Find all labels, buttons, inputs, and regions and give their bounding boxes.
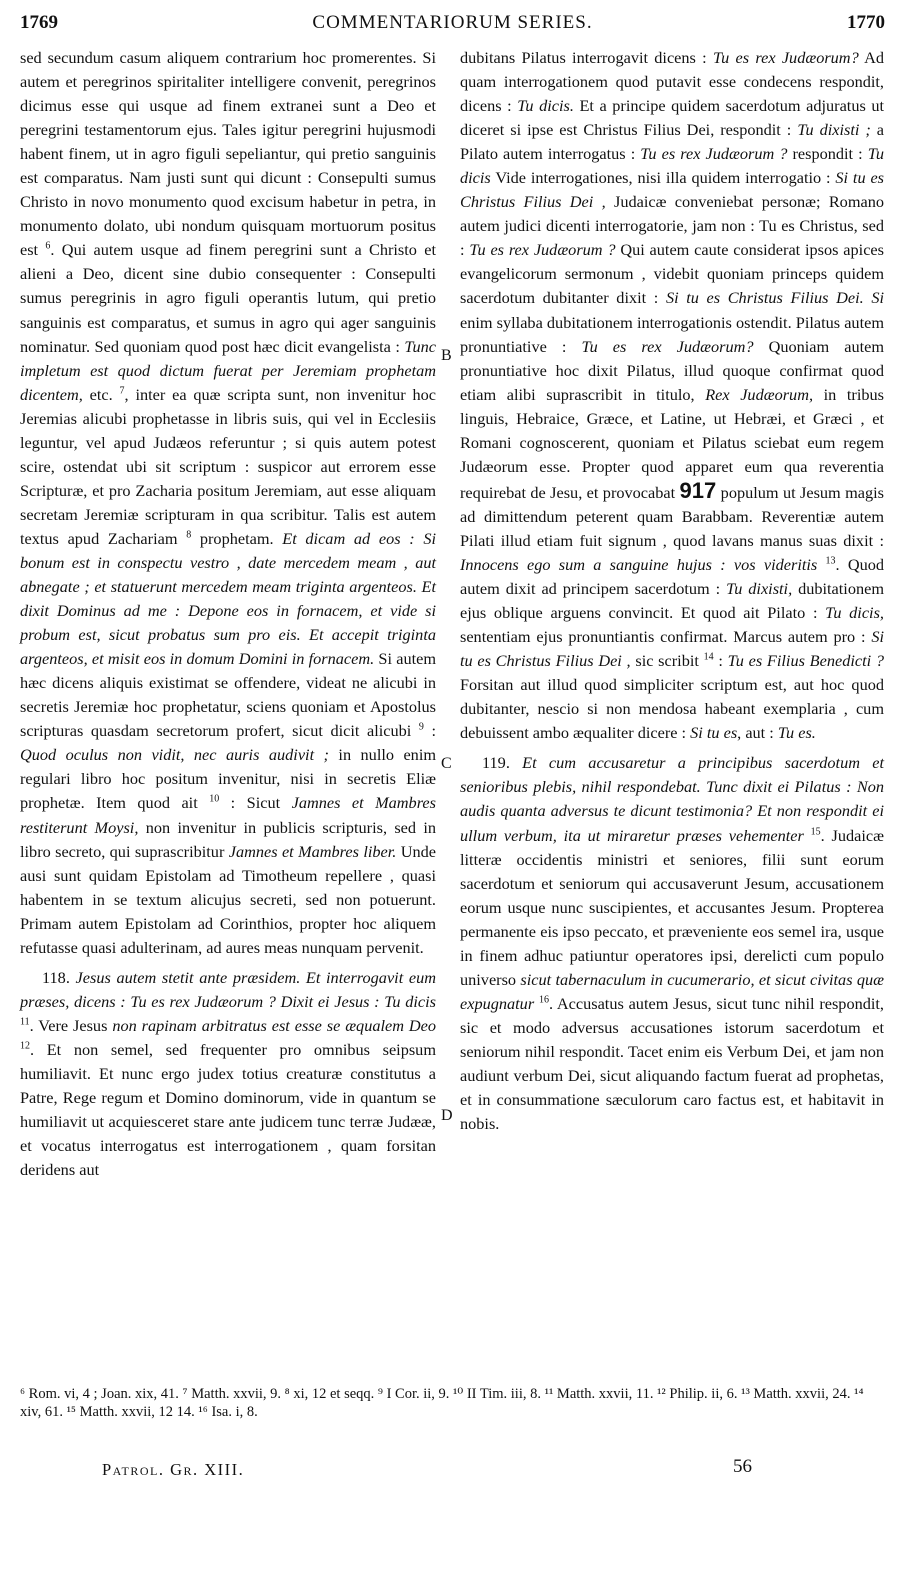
italic-quote: Tu es rex Judæorum? (712, 48, 859, 67)
right-paragraph-continued (460, 46, 884, 745)
italic-quote: Tu dixisti ; (797, 120, 871, 140)
text-run: Forsitan aut illud quod simpliciter scriptum est, aut hoc quod dubitanter, nescio si non mendosa habeant exemplaria , cum debuissent ambo æqualiter dicere : (460, 675, 884, 743)
footnote-list: ⁶ Rom. vi, 4 ; Joan. xix, 41. ⁷ Matth. xxvii, 9. ⁸ xi, 12 et seqq. ⁹ I Cor. ii, 9. ¹⁰ II Tim. iii, 8. ¹¹ Matth. xxvii, 11. ¹² Philip. ii, 6. ¹³ Matth. xxvii, 24. ¹⁴ xiv, 61. ¹⁵ Matth. xxvii, 12 14. ¹⁶ Isa. i, 8. (20, 1386, 864, 1420)
italic-quote: non rapinam arbitratus est esse se æqualem Deo (112, 1015, 436, 1035)
italic-quote: Tu es rex Judæorum? (581, 336, 754, 356)
italic-quote: Jamnes et Mambres liber. (228, 841, 397, 861)
footnote-ref: 7 (119, 385, 125, 397)
page-footer (20, 1456, 885, 1488)
text-run: sic scribit (635, 651, 699, 671)
footnote-ref: 14 (703, 651, 714, 663)
column-marker-917: 917 (679, 477, 717, 503)
text-run: : (431, 721, 436, 741)
italic-quote: Tu dixisti, (726, 579, 793, 599)
footnote-ref: 13 (825, 555, 836, 567)
footnote-ref: 12 (20, 1040, 30, 1052)
italic-quote: Quod oculus non vidit, nec auris audivit ; (20, 745, 329, 765)
text-run: non invenitur in publicis scripturis, sed in libro secreto, qui suprascribitur (20, 817, 436, 861)
text-run: , aut : (737, 723, 774, 743)
text-run: prophetam. (199, 528, 274, 548)
text-run: Judaicæ conveniebat personæ; Romano autem judici dicenti interrogatorie, jam non : Tu es Christus, sed : (460, 192, 884, 260)
text-run: : Sicut (230, 793, 281, 813)
italic-quote: sicut tabernaculum in cucumerario, et sicut civitas quæ expugnatur (460, 969, 885, 1013)
footnote-ref: 9 (418, 721, 424, 733)
text-run: enim syllaba dubitationem interrogationis ostendit. Pilatus autem pronuntiative : (460, 312, 884, 356)
italic-quote: Innocens ego sum a sanguine hujus : vos videritis (460, 554, 818, 574)
footnote-ref: 15 (810, 826, 821, 838)
signature-mark: 56 (733, 1456, 752, 1477)
text-run: . Et non semel, sed frequenter pro omnibus seipsum humiliavit. Et nunc ergo judex totius creaturæ constitutus a Patre, Rege regum et Domino dominorum, vide in quantum se humiliavit ut acquiesceret stare ante judicem tunc terræ Judææ, et vocatus interrogatus est interrogationem , quam forsitan deridens aut (20, 1039, 436, 1180)
section-number: 118. (42, 967, 70, 987)
text-run: Unde ausi sunt quidam Epistolam ad Timotheum repellere , quasi habentem in se textum alicujus secreti, sed non potuerunt. Primam autem Epistolam ad Corinthios, propter hoc aliquem refutasse quasi adulterinam, ad aures meas nunquam pervenit. (20, 841, 436, 957)
running-header (20, 12, 885, 42)
left-column (20, 46, 436, 1182)
running-title: COMMENTARIORUM SERIES. (312, 12, 593, 33)
text-run: Quoniam autem pronuntiative hoc dixit Pilatus, illud quoque confirmat quod etiam alibi suprascribit in titulo, (460, 336, 885, 404)
italic-quote: Tu dicis (460, 144, 885, 188)
margin-letter-b: B (441, 347, 452, 364)
italic-lemma: Et cum accusaretur a principibus sacerdotum et senioribus plebis, nihil respondebat. Tunc dixit ei Pilatus : Non audis quanta adversus te dicunt testimonia? Et non respondit ei ullum verbum, ita ut miraretur præses vehementer (460, 753, 884, 845)
text-run: dubitans Pilatus interrogavit dicens : (460, 48, 707, 67)
text-run: . Accusatus autem Jesus, sicut tunc nihil respondit, sic et modo adversus accusationes istorum sacerdotum et seniorum nihil respondit. Tacet enim eis Verbum Dei, et jam non audiunt verbum Dei, sicut aliquando factum fuerat ad prophetas, et in consummatione sæculorum caro factus est, et habitavit in nobis. (460, 993, 884, 1134)
text-run: sed secundum casum aliquem contrarium hoc promerentes. Si autem et peregrinos spiritaliter intelligere convenit, peregrinos dicimus esse qui usque ad finem extranei sunt a Deo et peregrini testamentorum ejus. Tales igitur peregrini hujusmodi habent finem, ut in agro figuli sepeliantur, qui pretio sanguinis est comparatus. Nam justi sunt qui dicunt : Consepulti sumus Christo in novo monumento quod excisum habetur in petra, in monumento dolato, ubi nondum quisquam mortuorum positus est (20, 48, 436, 260)
text-run: a Pilato autem interrogatus : (460, 120, 885, 164)
italic-quote: Si tu es Christus Filius Dei , (460, 168, 885, 212)
text-run: : (718, 651, 723, 671)
left-paragraph-continued (20, 46, 436, 960)
footnote-ref: 11 (20, 1016, 30, 1028)
footnote-ref: 6 (45, 240, 51, 252)
italic-quote: Tu dicis. (517, 96, 574, 116)
section-119 (460, 751, 884, 1136)
text-run: . Vere Jesus (29, 1015, 108, 1035)
italic-quote: Rex Judæorum, (705, 384, 814, 404)
text-run: sententiam ejus pronuntiantis confirmat. Marcus autem pro : (460, 627, 866, 647)
text-run: . Qui autem usque ad finem peregrini sunt a Christo et alieni a Deo, dicent sine dubio consequenter : Consepulti sumus peregrinis in agro figuli operantis lutum, qui pretio sanguinis est comparatus, et sumus in agro qui ager sanguinis nominatur. Sed quoniam quod post hæc dicit evangelista : (20, 240, 436, 356)
text-run: populum ut Jesum magis ad dimittendum peterent quam Barabbam. Reverentiæ autem Pilati illud etiam fuit signum , quod lavans manus suas dixit : (460, 482, 885, 550)
italic-quote: Jamnes et Mambres restiterunt Moysi, (20, 793, 436, 837)
footnote-ref: 16 (538, 994, 549, 1006)
italic-quote: Tu es Filius Benedicti ? (727, 651, 884, 671)
text-run: in tribus linguis, Hebraice, Græce, et Latine, ut Hebræi, et Græci , et Romani cognoscerent, quoniam et Pilatus sciebat eum regem Judæorum esse. Propter quod apparet eum qua reverentia requirebat de Jesu, et provocabat (460, 384, 884, 502)
italic-quote: Tu es. (777, 723, 816, 743)
margin-letter-c: C (441, 755, 452, 772)
italic-lemma: Jesus autem stetit ante præsidem. Et interrogavit eum præses, dicens : Tu es rex Judæorum ? Dixit ei Jesus : Tu dicis (20, 967, 436, 1011)
text-run: , inter ea quæ scripta sunt, non invenitur hoc Jeremias alicubi prophetasse in libris suis, qui vel in Ecclesiis leguntur, vel apud Judæos referuntur ; si quis autem potest scire, ostendat ubi sit scriptum : suspicor aut errorem esse Scripturæ, et pro Zacharia positum Jeremiam, aut esse aliquam secretam Jeremiæ scripturam in qua scribitur. Talis est autem textus apud Zachariam (20, 384, 436, 548)
margin-letter-d: D (441, 1107, 453, 1124)
italic-quote: Tu es rex Judæorum ? (469, 240, 616, 260)
page-number-left: 1769 (20, 12, 58, 33)
text-run: Qui autem caute considerat ipsos apices evangelicorum sermonum , videbit quoniam princeps quidem sacerdotum dubitanter dixit : (460, 240, 884, 308)
text-run: . Judaicæ litteræ occidentis ministri et seniores, filii sunt eorum sacerdotum et seniorum qui accusaverunt Jesum, accusationem eorum usque nunc suscipientes, et accusantes Jesum. Propterea permanente eis ipso peccato, et præveniente eos semel ira, usque in finem adhuc patiuntur operatores ipsi, derelicti cum populo universo (460, 825, 885, 989)
italic-quote: Tu dicis, (825, 603, 884, 623)
text-run: Si autem hæc dicens aliquis existimat se offendere, videat ne alicubi in secretis Jeremiæ hoc prophetatur, sciens quoniam et Apostolus scripturas quasdam secretorum profert, sicut dicit alicubi (20, 649, 436, 741)
text-run: dubitationem ejus oblique arguens convincit. Et quod ait Pilato : (460, 579, 884, 623)
section-118 (20, 966, 436, 1182)
text-run: respondit : (792, 144, 863, 164)
footnote-ref: 10 (209, 794, 220, 806)
italic-quote: Tunc impletum est quod dictum fuerat per Jeremiam prophetam dicentem, (20, 336, 436, 404)
italic-quote: Si tu es Christus Filius Dei , (460, 627, 884, 671)
series-imprint: Patrol. Gr. XIII. (102, 1460, 245, 1479)
footnote-ref: 8 (186, 529, 192, 541)
italic-quote: Et dicam ad eos : Si bonum est in conspectu vestro , date mercedem meam , aut abnegate ; et statuerunt mercedem meam triginta argenteos. Et dixit Dominus ad me : Depone eos in fornacem, et vide si probum est, sicut probatus sum pro eis. Et accepit triginta argenteos, et misit eos in domum Domini in fornacem. (20, 528, 436, 669)
text-run: in nullo enim regulari libro hoc positum invenitur, nisi in secretis Eliæ prophetæ. Item quod ait (20, 745, 437, 813)
section-number: 119. (482, 753, 510, 773)
italic-quote: Tu es rex Judæorum ? (640, 144, 788, 164)
text-run: Et a principe quidem sacerdotum adjuratus ut diceret si ipse est Christus Filius Dei, respondit : (460, 96, 885, 140)
italic-quote: Si tu es (690, 723, 738, 743)
text-run: Ad quam interrogationem quod putavit esse condecens respondit, dicens : (460, 48, 885, 116)
right-column (460, 46, 884, 1136)
text-run: Vide interrogationes, nisi illa quidem interrogatio : (495, 168, 831, 188)
footnotes (20, 1385, 886, 1421)
italic-quote: Si tu es Christus Filius Dei. Si (665, 288, 884, 308)
page-number-right: 1770 (847, 12, 885, 33)
text-run: etc. (89, 384, 113, 404)
text-run: . Quod autem dixit ad principem sacerdotum : (460, 554, 885, 599)
